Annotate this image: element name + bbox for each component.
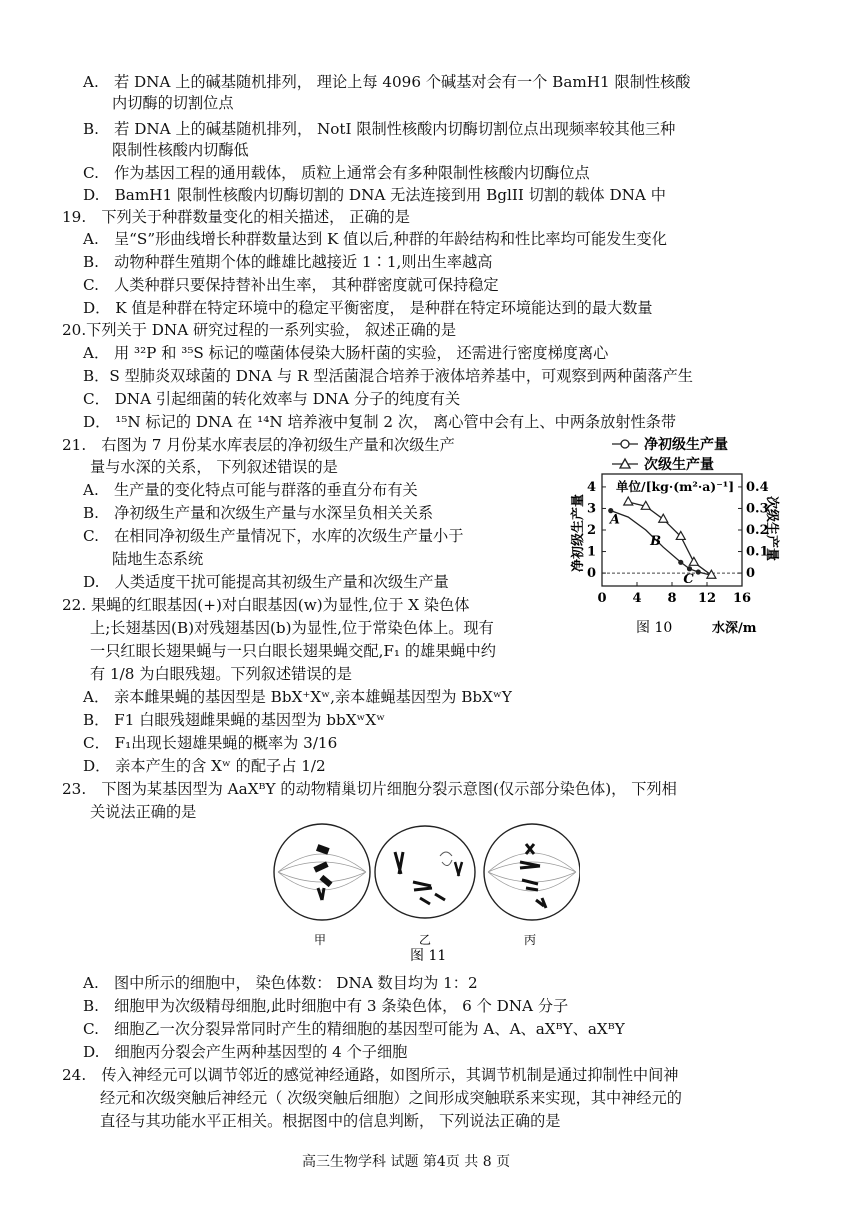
cell-yi-label: 乙 [419, 933, 432, 947]
cell-jia [274, 824, 370, 947]
text-line-q21oa: A. 生产量的变化特点可能与群落的垂直分布有关 [83, 481, 418, 499]
series-1-point [659, 514, 668, 522]
text-line-q22ob: B． F1 白眼残翅雌果蝇的基因型为 bbXʷXʷ [83, 711, 386, 729]
text-line-q20d: D． ¹⁵N 标记的 DNA 在 ¹⁴N 培养液中复制 2 次， 离心管中会有上、中两条放射性条带 [83, 413, 677, 431]
legend-net-label: 净初级生产量 [644, 437, 728, 453]
y-right-tick-label: 0.4 [746, 479, 769, 495]
text-line-q21oc2: 陆地生态系统 [112, 550, 204, 568]
series-1-point [624, 497, 633, 505]
x-axis-label: 水深/m [712, 621, 757, 636]
x-tick-label: 16 [732, 591, 752, 606]
y-left-label: 净初级生产量 [571, 493, 586, 572]
text-line-q21ob: B. 净初级生产量和次级生产量与水深呈负相关关系 [83, 504, 434, 522]
text-line-q20a: A． 用 ³²P 和 ³⁵S 标记的噬菌体侵染大肠杆菌的实验， 还需进行密度梯度离心 [83, 344, 609, 362]
y-right-tick-label: 0.1 [746, 544, 769, 560]
series-0-point [696, 569, 701, 574]
text-line-q18d: D. BamH1 限制性核酸内切酶切割的 DNA 无法连接到用 BglII 切割的载体 DNA 中 [83, 186, 666, 204]
point-label-C: C [683, 571, 694, 587]
text-line-q21oc1: C. 在相同净初级生产量情况下，水库的次级生产量小于 [83, 527, 464, 545]
text-line-q24a: 24. 传入神经元可以调节邻近的感觉神经通路，如图所示，其调节机制是通过抑制性中间神 [62, 1066, 679, 1084]
x-tick-label: 8 [667, 591, 677, 606]
text-line-q19: 19. 下列关于种群数量变化的相关描述， 正确的是 [62, 208, 410, 226]
text-line-q22b: 上;长翅基因(B)对残翅基因(b)为显性,位于常染色体上。现有 [90, 619, 494, 637]
text-line-q21a: 21. 右图为 7 月份某水库表层的净初级生产量和次级生产 [62, 436, 455, 454]
text-line-q18b1: B. 若 DNA 上的碱基随机排列， NotI 限制性核酸内切酶切割位点出现频率较其他三种 [83, 120, 676, 138]
text-line-q22oc: C． F₁出现长翅雄果蝇的概率为 3/16 [83, 734, 338, 752]
legend-sec-label: 次级生产量 [644, 457, 714, 473]
text-line-q22c: 一只红眼长翅果蝇与一只白眼长翅果蝇交配,F₁ 的雄果蝇中约 [90, 642, 496, 660]
text-line-q23od: D. 细胞丙分裂会产生两种基因型的 4 个子细胞 [83, 1043, 408, 1061]
text-line-q23oa: A. 图中所示的细胞中， 染色体数： DNA 数目均为 1：2 [83, 974, 478, 992]
y-left-tick-label: 4 [586, 479, 596, 495]
text-line-q18a1: A. 若 DNA 上的碱基随机排列， 理论上每 4096 个碱基对会有一个 BamH1 限制性核酸 [83, 73, 691, 91]
y-left-tick-label: 0 [586, 566, 596, 582]
text-line-q21b: 量与水深的关系， 下列叙述错误的是 [90, 458, 338, 476]
point-label-B: B [650, 534, 662, 550]
text-line-q18a2: 内切酶的切割位点 [112, 94, 234, 112]
x-tick-label: 0 [597, 591, 607, 606]
cell-bing [484, 824, 580, 947]
y-left-tick-label: 3 [586, 501, 596, 517]
text-line-q19c: C. 人类种群只要保持替补出生率， 其种群密度就可保持稳定 [83, 276, 499, 294]
series-1-point [689, 557, 698, 565]
y-right-tick-label: 0.2 [746, 523, 769, 538]
text-line-q23b: 关说法正确的是 [90, 803, 197, 821]
y-left-tick-label: 1 [586, 544, 596, 560]
cell-bing-label: 丙 [524, 933, 537, 947]
text-line-q23ob: B. 细胞甲为次级精母细胞,此时细胞中有 3 条染色体， 6 个 DNA 分子 [83, 997, 569, 1015]
y-right-label: 次级生产量 [764, 496, 779, 562]
figure-10-caption: 图 10 [636, 620, 673, 636]
text-line-q23oc: C. 细胞乙一次分裂异常同时产生的精细胞的基因型可能为 A、A、aXᴮY、aXᴮY [83, 1020, 625, 1038]
text-line-q24c: 直径与其功能水平正相关。根据图中的信息判断， 下列说法正确的是 [100, 1112, 561, 1130]
text-line-q19d: D． K 值是种群在特定环境中的稳定平衡密度， 是种群在特定环境能达到的最大数量 [83, 299, 653, 317]
figure-11-cells [270, 818, 580, 963]
series-0-point [687, 566, 692, 571]
chart-legend [612, 436, 728, 473]
cell-jia-label: 甲 [314, 933, 327, 947]
text-line-q21od: D. 人类适度干扰可能提高其初级生产量和次级生产量 [83, 573, 449, 591]
point-label-A: A [609, 512, 620, 528]
text-line-q22a: 22. 果蝇的红眼基因(+)对白眼基因(w)为显性,位于 X 染色体 [62, 596, 470, 614]
figure-11-caption: 图 11 [410, 948, 447, 963]
text-line-q22od: D． 亲本产生的含 Xʷ 的配子占 1/2 [83, 757, 326, 775]
x-tick-label: 4 [632, 591, 642, 606]
text-line-q22oa: A． 亲本雌果蝇的基因型是 BbX⁺Xʷ,亲本雄蝇基因型为 BbXʷY [83, 688, 512, 706]
text-line-q18c: C. 作为基因工程的通用载体， 质粒上通常会有多种限制性核酸内切酶位点 [83, 164, 590, 182]
series-0-point [678, 560, 683, 565]
y-right-tick-label: 0.3 [746, 501, 769, 517]
text-line-q23a: 23. 下图为某基因型为 AaXᴮY 的动物精巢切片细胞分裂示意图(仅示部分染色体)， 下列相 [62, 780, 677, 798]
text-line-q20b: B．S 型肺炎双球菌的 DNA 与 R 型活菌混合培养于液体培养基中，可观察到两种菌落产生 [83, 367, 693, 385]
text-line-q24b: 经元和次级突触后神经元（ 次级突触后细胞）之间形成突触联系来实现，其中神经元的 [100, 1089, 682, 1107]
text-line-q22d: 有 1/8 为白眼残翅。下列叙述错误的是 [90, 665, 352, 683]
text-line-q18b2: 限制性核酸内切酶低 [112, 141, 249, 159]
y-right-tick-label: 0 [746, 566, 756, 582]
y-left-tick-label: 2 [586, 523, 596, 538]
x-tick-label: 12 [697, 591, 717, 606]
page-footer: 高三生物学科 试题 第4页 共 8 页 [302, 1154, 511, 1170]
text-line-q19b: B. 动物种群生殖期个体的雌雄比越接近 1∶1,则出生率越高 [83, 253, 493, 271]
unit-label: 单位/[kg·(m²·a)⁻¹] [616, 479, 735, 494]
cell-yi [375, 826, 475, 947]
text-line-q19a: A. 呈“S”形曲线增长种群数量达到 K 值以后,种群的年龄结构和性比率均可能发生变化 [83, 230, 667, 248]
figure-10-chart [560, 434, 790, 644]
series-line-1 [628, 502, 711, 575]
text-line-q20c: C． DNA 引起细菌的转化效率与 DNA 分子的纯度有关 [83, 390, 461, 408]
text-line-q20: 20.下列关于 DNA 研究过程的一系列实验， 叙述正确的是 [62, 321, 457, 339]
